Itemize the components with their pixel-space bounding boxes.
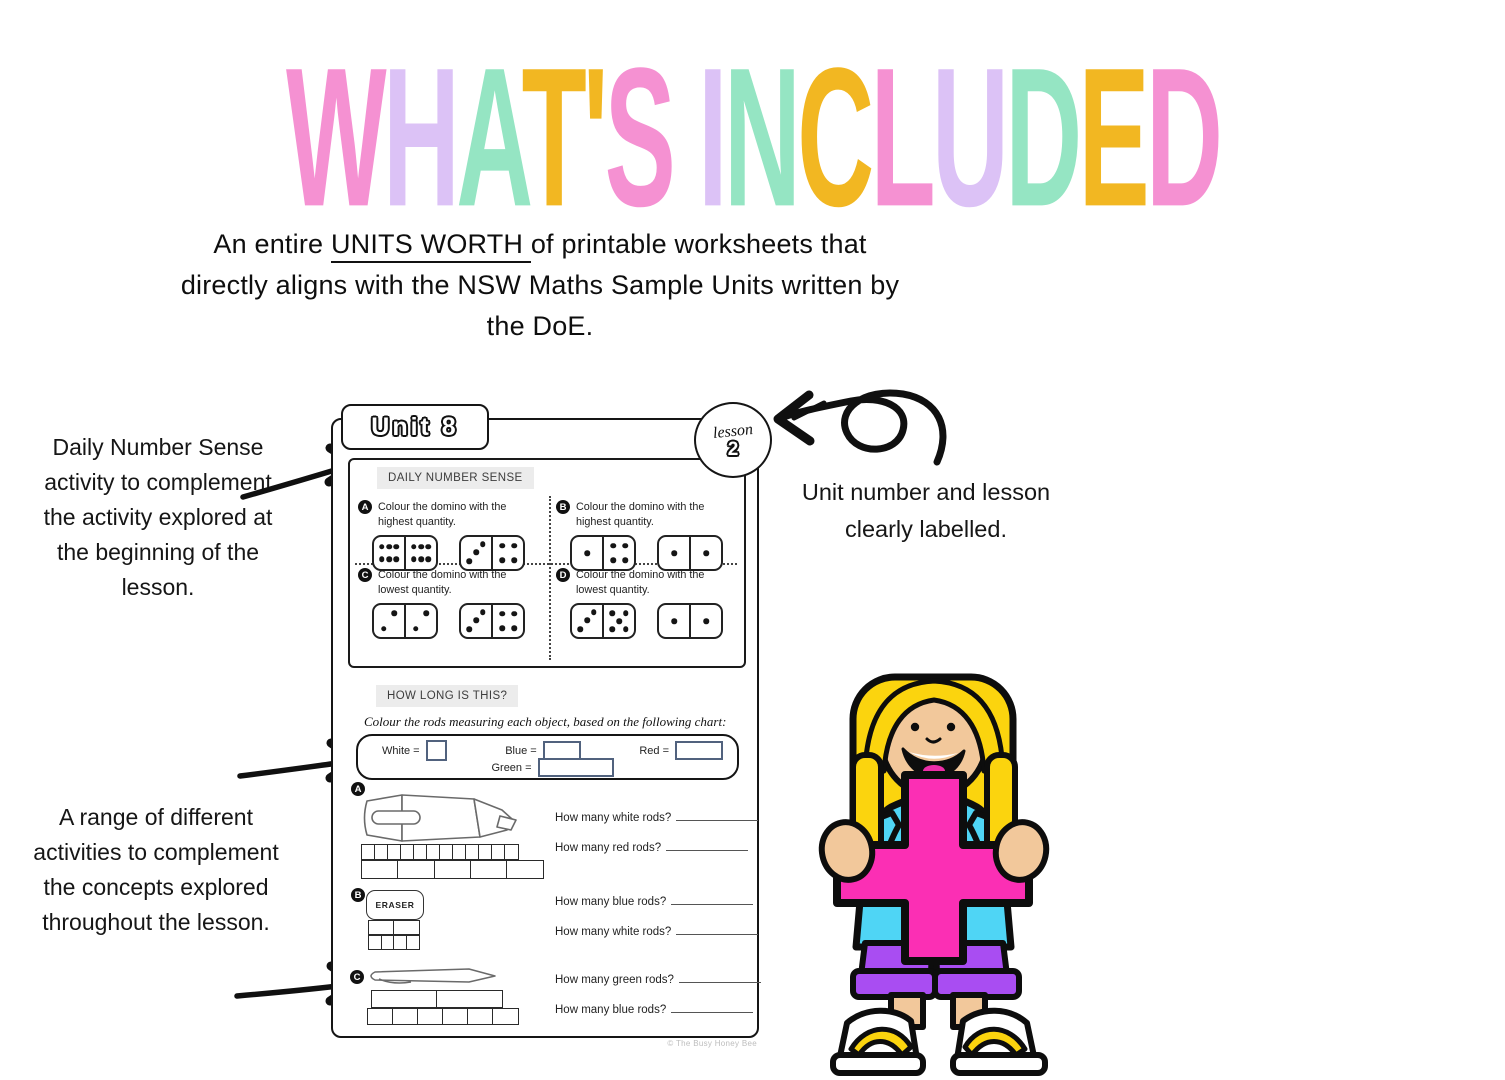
lesson-badge-word: lesson [712,420,754,443]
rod-group [361,844,544,879]
rod-cell [504,844,519,860]
quadrant-D [556,568,746,639]
answer-blank-line [676,810,758,821]
domino-row [372,603,548,639]
domino-pip [622,543,628,549]
rod-row [367,1008,519,1025]
domino-pip [393,544,399,550]
rod-cell [470,860,508,879]
question-label: How many white rods? [555,812,672,824]
domino-pip [381,626,387,632]
domino-pip [473,618,479,624]
subtitle-line3: the DoE. [486,311,594,341]
worksheet-page [331,412,759,1048]
domino-pip [622,557,628,563]
lesson-badge-number: 2 [727,439,739,460]
domino-row [570,603,746,639]
domino [570,535,636,571]
rod-cell [371,990,438,1008]
domino-pip [610,557,616,563]
rod-cell [368,920,395,935]
rod-row [368,920,420,935]
domino-pip [424,611,430,617]
annotation-unit-number: Unit number and lesson clearly labelled. [801,479,1051,542]
rod-cell [367,1008,394,1025]
domino [657,535,723,571]
rod-row [361,844,519,860]
domino-pip [418,544,424,550]
dotted-divider-vertical [549,496,551,660]
question-label: How many blue rods? [555,1004,667,1016]
annotation-daily-number-sense: Daily Number Sense activity to complement the activity explored at the beginning of the lesson. [43,434,273,600]
domino-pip [610,626,616,632]
domino-prompt: Colour the domino with the lowest quantity. [378,569,507,596]
answer-blank-line [671,894,753,905]
domino-pip [499,611,505,617]
title-letter: S [604,27,673,248]
title-letter: ' [583,27,605,248]
domino-pip [610,610,616,616]
domino-pip [616,618,622,624]
domino-prompt: Colour the domino with the lowest quantity. [576,569,705,596]
rod-row [368,935,420,950]
rod-cell [492,1008,519,1025]
item-letter-badge: C [350,970,364,984]
question-label: How many red rods? [555,842,662,854]
domino-pip [610,543,616,549]
key-label: Blue = [505,744,537,757]
rod-cell [506,860,544,879]
key-label: White = [382,744,420,757]
domino-pip [413,626,419,632]
domino-pip [511,557,517,563]
watermark: © The Busy Honey Bee [667,1039,757,1048]
domino-pip [379,544,385,550]
title-letter: N [723,27,798,248]
domino-pip [499,543,505,549]
title-letter [672,27,698,248]
domino-pip [591,609,597,615]
question-letter-badge: D [556,568,570,582]
colour-key-box [356,734,739,780]
rod-row [361,860,544,879]
unit-label-text: Unit 8 [371,412,459,441]
title-letter: C [797,27,871,248]
question-label: How many white rods? [555,926,672,938]
rod-cell [393,920,420,935]
title-letter: D [1005,27,1079,248]
page-title [0,27,1220,248]
domino-pip [386,544,392,550]
domino-pip [584,618,590,624]
domino-pip [411,544,417,550]
question-letter-badge: A [358,500,372,514]
key-swatch-box [538,758,614,777]
section1-heading: DAILY NUMBER SENSE [377,467,534,489]
subtitle [0,224,1080,347]
highlighter-drawing [360,790,522,846]
section2-heading: HOW LONG IS THIS? [376,685,518,707]
domino [459,603,525,639]
quadrant-B [556,500,746,571]
rod-cell [361,860,399,879]
domino-pip [411,557,417,563]
domino-pip [425,557,431,563]
title-letter: I [698,27,724,248]
title-letter: E [1078,27,1146,248]
sole-right [953,1055,1045,1073]
domino-row [570,535,746,571]
question [555,810,758,824]
answer-blank-line [671,1002,753,1013]
domino [372,535,438,571]
rod-row [371,990,503,1008]
domino-pip [578,627,584,633]
answer-blank-line [679,972,761,983]
domino [372,603,438,639]
rod-group [368,920,420,950]
eraser-drawing: ERASER [366,890,424,920]
quadrant-C [358,568,548,639]
domino-pip [511,611,517,617]
rod-cell [434,860,472,879]
domino-pip [425,544,431,550]
item-letter-badge: B [351,888,365,902]
domino-pip [418,557,424,563]
eraser-object [366,890,424,920]
domino-row [372,535,548,571]
domino-pip [511,625,517,631]
sole-left [833,1055,923,1073]
rod-cell [442,1008,469,1025]
key-item [491,758,613,777]
domino-pip [473,550,479,556]
question-letter-badge: B [556,500,570,514]
pen-drawing [365,963,501,989]
answer-blank-line [676,924,758,935]
underlined-text: UNITS WORTH [331,229,531,263]
domino-pip [499,557,505,563]
kid-illustration [795,655,1080,1080]
unit-label [341,404,489,450]
swirl-arrow-to-lesson-badge [778,393,943,462]
rod-cell [436,990,503,1008]
question-label: How many green rods? [555,974,674,986]
item-letter-badge: A [351,782,365,796]
daily-number-sense-section [348,458,746,668]
title-letter: W [285,27,383,248]
rod-cell [467,1008,494,1025]
domino-pip [467,559,473,565]
domino-pip [480,609,486,615]
title-letter: T [521,27,584,248]
rod-group [367,990,519,1025]
domino-pip [703,550,709,556]
right-eye [947,723,955,731]
domino-pip [671,550,677,556]
annotation-range-of-activities: A range of different activities to complement the concepts explored throughout the lesson. [33,804,279,935]
question [555,840,748,854]
title-letter: L [870,27,932,248]
domino-pip [467,627,473,633]
rod-cell [406,935,420,950]
domino-pip [499,625,505,631]
rod-cell [417,1008,444,1025]
key-label: Green = [491,761,532,774]
title-letter: H [382,27,457,248]
domino-pip [511,543,517,549]
domino-prompt: Colour the domino with the highest quantity. [576,501,705,528]
domino-pip [480,541,486,547]
question-label: How many blue rods? [555,896,667,908]
quadrant-A [358,500,548,571]
domino-pip [584,550,590,556]
section2-instruction: Colour the rods measuring each object, based on the following chart: [364,714,727,729]
domino [570,603,636,639]
question-letter-badge: C [358,568,372,582]
subtitle-line2: directly aligns with the NSW Maths Sample Units written by [180,270,900,300]
rod-cell [392,1008,419,1025]
domino [657,603,723,639]
domino-pip [623,626,629,632]
lesson-badge [694,402,772,478]
domino-prompt: Colour the domino with the highest quantity. [378,501,507,528]
domino-pip [703,618,709,624]
title-letter: D [1145,27,1220,248]
domino-pip [392,611,398,617]
question [555,972,761,986]
question [555,1002,753,1016]
title-letter: U [931,27,1006,248]
domino-pip [386,557,392,563]
domino-pip [393,557,399,563]
answer-blank-line [666,840,748,851]
title-letter: A [456,27,522,248]
highlighter-object [360,790,522,851]
left-eye [911,723,919,731]
domino-pip [623,610,629,616]
question [555,894,753,908]
subtitle-line1: An entire UNITS WORTH of printable worksheets that [0,224,1080,265]
question [555,924,758,938]
key-label: Red = [639,744,669,757]
domino-pip [671,618,677,624]
rod-cell [397,860,435,879]
domino-pip [379,557,385,563]
domino [459,535,525,571]
